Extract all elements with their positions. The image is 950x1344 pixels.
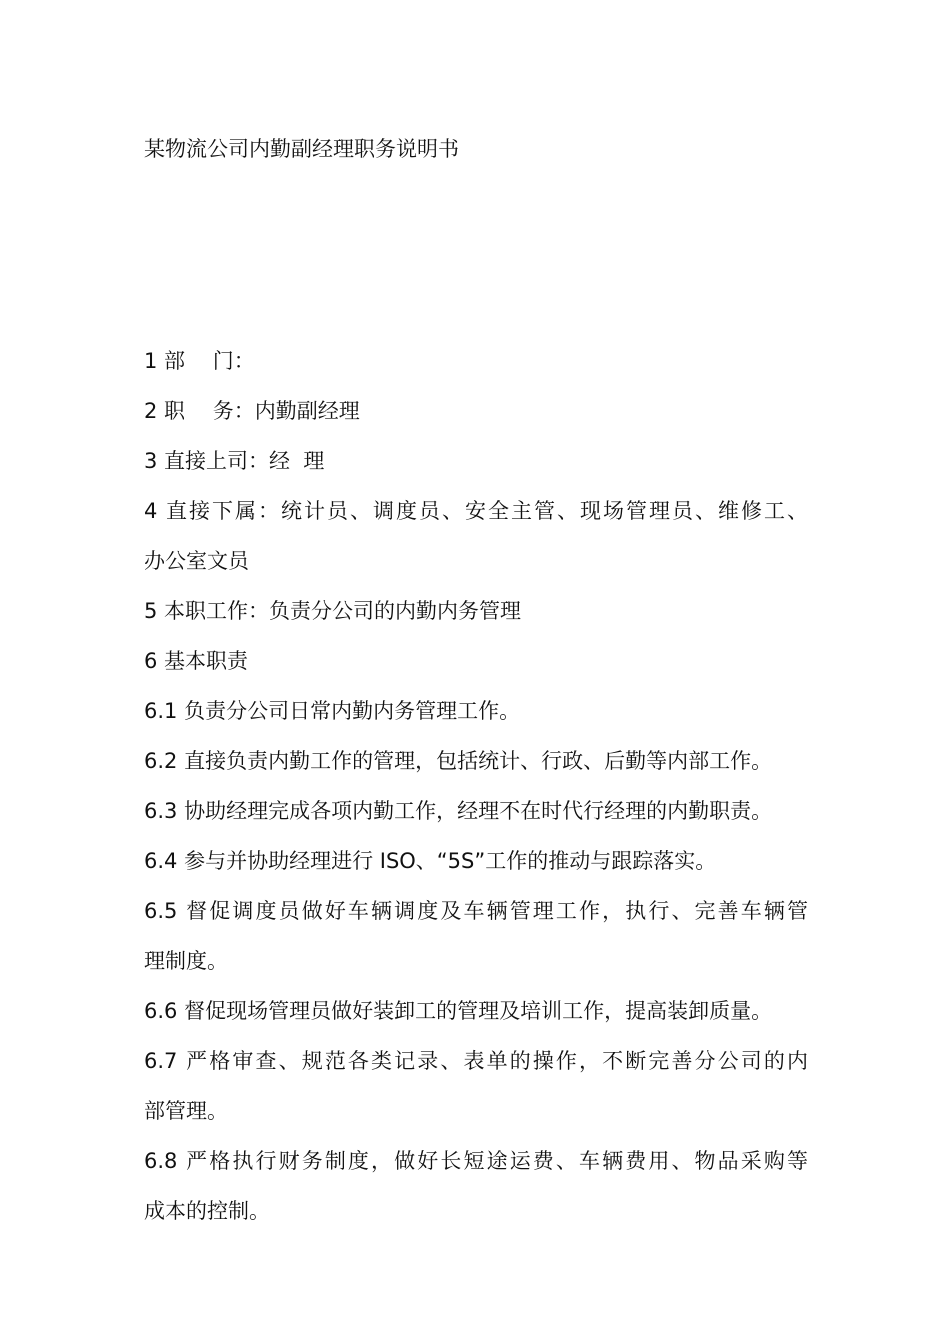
line-duty-6-5: 6.5 督促调度员做好车辆调度及车辆管理工作，执行、完善车辆管 — [144, 899, 808, 923]
line-duty-6-8: 6.8 严格执行财务制度，做好长短途运费、车辆费用、物品采购等 — [144, 1149, 808, 1173]
line-direct-subordinates: 4 直接下属：统计员、调度员、安全主管、现场管理员、维修工、 — [144, 499, 808, 523]
line-duty-6-7: 6.7 严格审查、规范各类记录、表单的操作，不断完善分公司的内 — [144, 1049, 808, 1073]
line-duty-6-7-cont: 部管理。 — [144, 1099, 228, 1123]
line-duty-6-4: 6.4 参与并协助经理进行 ISO、“5S”工作的推动与跟踪落实。 — [144, 849, 717, 873]
line-duty-6-2: 6.2 直接负责内勤工作的管理，包括统计、行政、后勤等内部工作。 — [144, 749, 773, 773]
line-department: 1 部 门： — [144, 349, 255, 373]
line-duty-6-3: 6.3 协助经理完成各项内勤工作，经理不在时代行经理的内勤职责。 — [144, 799, 773, 823]
line-direct-superior: 3 直接上司：经 理 — [144, 449, 325, 473]
document-body — [144, 336, 808, 1236]
line-main-work: 5 本职工作：负责分公司的内勤内务管理 — [144, 599, 522, 623]
line-duty-6-6: 6.6 督促现场管理员做好装卸工的管理及培训工作，提高装卸质量。 — [144, 999, 773, 1023]
line-duty-6-8-cont: 成本的控制。 — [144, 1199, 270, 1223]
line-direct-subordinates-cont: 办公室文员 — [144, 549, 249, 573]
document-title: 某物流公司内勤副经理职务说明书 — [144, 137, 459, 161]
line-duty-6-5-cont: 理制度。 — [144, 949, 228, 973]
line-basic-duties-heading: 6 基本职责 — [144, 649, 249, 673]
line-duty-6-1: 6.1 负责分公司日常内勤内务管理工作。 — [144, 699, 521, 723]
line-position: 2 职 务：内勤副经理 — [144, 399, 360, 423]
